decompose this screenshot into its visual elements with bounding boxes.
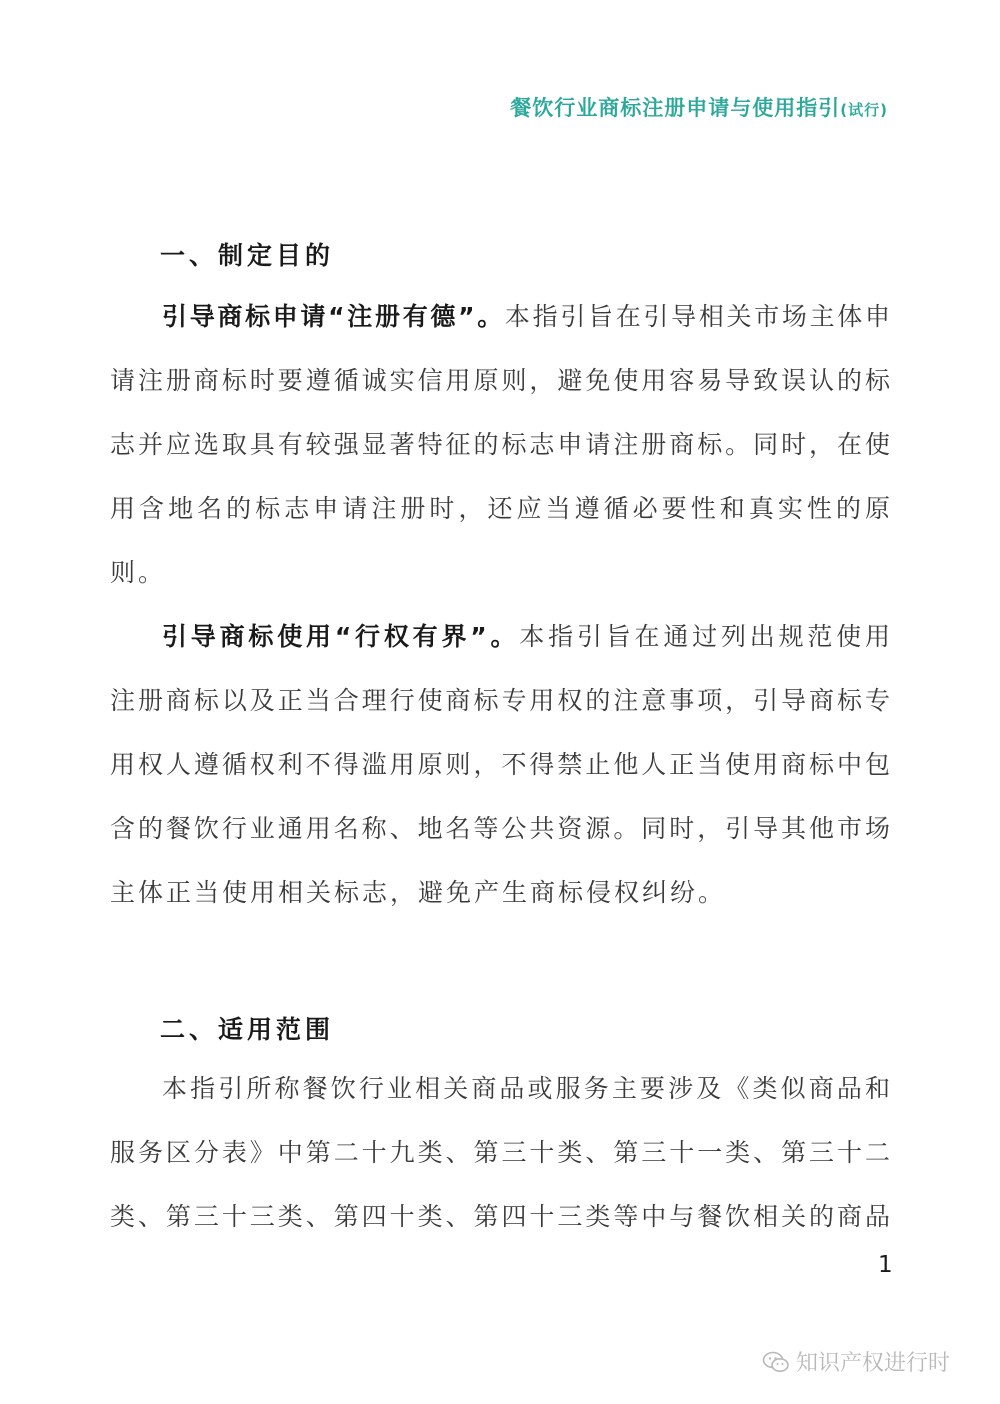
paragraph-scope: [110, 1057, 890, 1249]
paragraph-lead: 引导商标使用“行权有界”。: [162, 622, 520, 651]
paragraph-line: 则。: [110, 558, 167, 587]
paragraph-text: 本指引旨在通过列出规范使用: [519, 622, 890, 651]
running-header: [510, 92, 888, 122]
page-number: 1: [878, 1252, 893, 1278]
paragraph-line: 主体正当使用相关标志，避免产生商标侵权纠纷。: [110, 878, 727, 907]
running-header-suffix: (试行): [840, 101, 888, 119]
paragraph-line: 含的餐饮行业通用名称、地名等公共资源。同时，引导其他市场: [110, 814, 890, 843]
paragraph-line: 志并应选取具有较强显著特征的标志申请注册商标。同时，在使: [110, 430, 890, 459]
paragraph-usage-guidance: [110, 605, 890, 925]
paragraph-line: 用权人遵循权利不得滥用原则，不得禁止他人正当使用商标中包: [110, 750, 890, 779]
watermark-text: 知识产权进行时: [796, 1351, 951, 1376]
paragraph-line: 用含地名的标志申请注册时，还应当遵循必要性和真实性的原: [110, 494, 890, 523]
paragraph-line: 本指引所称餐饮行业相关商品或服务主要涉及《类似商品和: [162, 1074, 890, 1103]
watermark: [762, 1346, 950, 1377]
paragraph-line: [110, 285, 890, 349]
wechat-icon: [762, 1350, 790, 1374]
section-heading-purpose: 一、制定目的: [160, 241, 335, 270]
paragraph-line: 请注册商标时要遵循诚实信用原则，避免使用容易导致误认的标: [110, 366, 890, 395]
running-header-title: 餐饮行业商标注册申请与使用指引: [510, 96, 841, 120]
section-heading-scope: 二、适用范围: [160, 1015, 335, 1044]
paragraph-line: 注册商标以及正当合理行使商标专用权的注意事项，引导商标专: [110, 686, 890, 715]
paragraph-registration-guidance: [110, 285, 890, 605]
paragraph-line: 服务区分表》中第二十九类、第三十类、第三十一类、第三十二: [110, 1138, 890, 1167]
paragraph-line: [110, 605, 890, 669]
paragraph-text: 本指引旨在引导相关市场主体申: [504, 302, 890, 331]
paragraph-line: 类、第三十三类、第四十类、第四十三类等中与餐饮相关的商品: [110, 1202, 890, 1231]
paragraph-lead: 引导商标申请“注册有德”。: [162, 302, 505, 331]
